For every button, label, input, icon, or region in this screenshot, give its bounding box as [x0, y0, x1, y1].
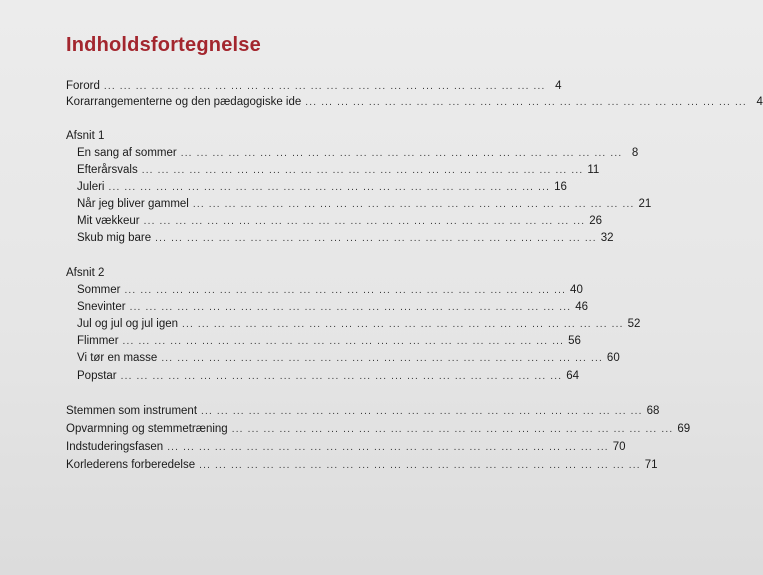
dot-leader: ... ... ... ... ... ... ... ... ... ... ... ... ... ... ... ... ... ... ... ... ... ... ... ... ... ... ... ... [108, 182, 551, 193]
toc-entry-label: Stemmen som instrument [66, 405, 198, 417]
toc-entry [66, 421, 691, 437]
toc-entry-page: 4 [756, 96, 763, 108]
toc-entry-page: 64 [566, 370, 580, 382]
dot-leader: ... ... ... ... ... ... ... ... ... ... ... ... ... ... ... ... ... ... ... ... ... ... ... ... ... ... ... ... [155, 233, 597, 244]
toc-entry-page: 68 [646, 405, 660, 417]
toc-entry-page: 26 [589, 215, 603, 227]
toc-entry-label: Snevinter [77, 301, 126, 313]
toc-entry-page: 52 [627, 318, 641, 330]
toc-entry [77, 162, 600, 178]
dot-leader: ... ... ... ... ... ... ... ... ... ... ... ... ... ... ... ... ... ... ... ... ... ... ... ... ... ... ... ... [305, 97, 747, 108]
toc-entry-page: 56 [568, 335, 581, 347]
dot-leader: ... ... ... ... ... ... ... ... ... ... ... ... ... ... ... ... ... ... ... ... ... ... ... ... ... ... ... ... [182, 319, 624, 330]
toc-entry [66, 94, 763, 110]
toc-entry-page: 69 [677, 423, 691, 435]
toc-entry-page: 71 [644, 459, 658, 471]
toc-entry-label: Jul og jul og jul igen [77, 318, 179, 330]
toc-entry-page: 70 [612, 441, 626, 453]
toc-entry-page: 11 [587, 164, 600, 176]
toc-entry-label: Mit vækkeur [77, 215, 140, 227]
toc-entry [77, 282, 583, 298]
dot-leader: ... ... ... ... ... ... ... ... ... ... ... ... ... ... ... ... ... ... ... ... ... ... ... ... ... ... ... ... [120, 371, 563, 382]
dot-leader: ... ... ... ... ... ... ... ... ... ... ... ... ... ... ... ... ... ... ... ... ... ... ... ... ... ... ... ... [103, 81, 546, 92]
toc-entry [77, 145, 639, 161]
toc-entry-label: Flimmer [77, 335, 119, 347]
toc-entry-label: Skub mig bare [77, 232, 152, 244]
toc-entry [77, 299, 588, 315]
toc-entry-label: En sang af sommer [77, 147, 177, 159]
dot-leader: ... ... ... ... ... ... ... ... ... ... ... ... ... ... ... ... ... ... ... ... ... ... ... ... ... ... ... ... [129, 302, 572, 313]
page-title: Indholdsfortegnelse [66, 34, 261, 56]
toc-entry-page: 4 [555, 80, 562, 92]
dot-leader: ... ... ... ... ... ... ... ... ... ... ... ... ... ... ... ... ... ... ... ... ... ... ... ... ... ... ... ... [167, 442, 609, 453]
dot-leader: ... ... ... ... ... ... ... ... ... ... ... ... ... ... ... ... ... ... ... ... ... ... ... ... ... ... ... ... [199, 460, 641, 471]
dot-leader: ... ... ... ... ... ... ... ... ... ... ... ... ... ... ... ... ... ... ... ... ... ... ... ... ... ... ... ... [143, 216, 586, 227]
section-heading: Afsnit 1 [66, 130, 105, 142]
toc-entry [66, 457, 658, 473]
toc-entry-label: Når jeg bliver gammel [77, 198, 189, 210]
toc-entry [77, 230, 614, 246]
toc-entry-label: Korarrangementerne og den pædagogiske ide [66, 96, 302, 108]
toc-entry-page: 46 [575, 301, 588, 313]
dot-leader: ... ... ... ... ... ... ... ... ... ... ... ... ... ... ... ... ... ... ... ... ... ... ... ... ... ... ... ... [161, 353, 603, 364]
toc-entry-label: Vi tør en masse [77, 352, 158, 364]
toc-entry [66, 403, 660, 419]
toc-entry [66, 439, 626, 455]
toc-entry-label: Opvarmning og stemmetræning [66, 423, 228, 435]
toc-entry [77, 213, 603, 229]
toc-entry [77, 350, 620, 366]
toc-entry-label: Forord [66, 80, 100, 92]
toc-entry-page: 21 [638, 198, 652, 210]
toc-entry [77, 333, 581, 349]
toc-entry [77, 368, 580, 384]
toc-entry-label: Indstuderingsfasen [66, 441, 164, 453]
toc-entry-label: Efterårsvals [77, 164, 138, 176]
dot-leader: ... ... ... ... ... ... ... ... ... ... ... ... ... ... ... ... ... ... ... ... ... ... ... ... ... ... ... ... [192, 199, 635, 210]
section-heading: Afsnit 2 [66, 267, 105, 279]
toc-entry-label: Korlederens forberedelse [66, 459, 196, 471]
toc-entry [66, 78, 562, 94]
toc-entry [77, 316, 641, 332]
dot-leader: ... ... ... ... ... ... ... ... ... ... ... ... ... ... ... ... ... ... ... ... ... ... ... ... ... ... ... ... [231, 424, 674, 435]
dot-leader: ... ... ... ... ... ... ... ... ... ... ... ... ... ... ... ... ... ... ... ... ... ... ... ... ... ... ... ... [141, 165, 584, 176]
dot-leader: ... ... ... ... ... ... ... ... ... ... ... ... ... ... ... ... ... ... ... ... ... ... ... ... ... ... ... ... [180, 148, 623, 159]
toc-entry-page: 8 [631, 147, 639, 159]
dot-leader: ... ... ... ... ... ... ... ... ... ... ... ... ... ... ... ... ... ... ... ... ... ... ... ... ... ... ... ... [122, 336, 565, 347]
toc-entry-label: Popstar [77, 370, 117, 382]
toc-entry-page: 60 [606, 352, 620, 364]
dot-leader: ... ... ... ... ... ... ... ... ... ... ... ... ... ... ... ... ... ... ... ... ... ... ... ... ... ... ... ... [124, 285, 567, 296]
toc-entry-page: 32 [600, 232, 614, 244]
toc-entry [77, 179, 567, 195]
dot-leader: ... ... ... ... ... ... ... ... ... ... ... ... ... ... ... ... ... ... ... ... ... ... ... ... ... ... ... ... [201, 406, 643, 417]
toc-entry-page: 40 [570, 284, 583, 296]
toc-entry [77, 196, 652, 212]
toc-entry-label: Juleri [77, 181, 105, 193]
toc-entry-label: Sommer [77, 284, 121, 296]
toc-entry-page: 16 [554, 181, 567, 193]
